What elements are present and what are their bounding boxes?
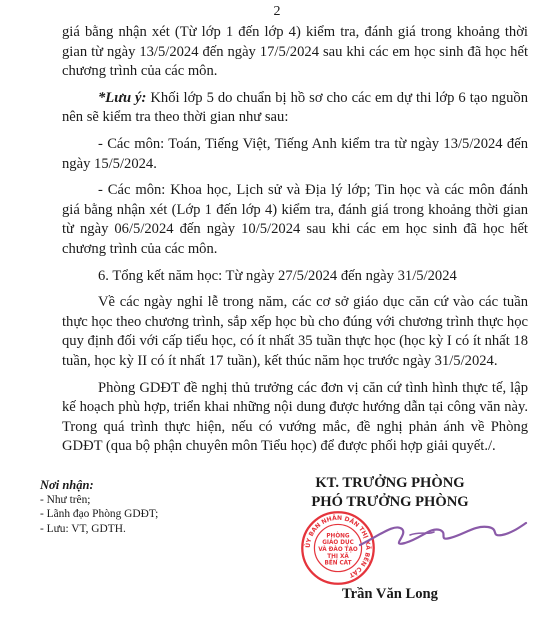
handwritten-signature xyxy=(350,505,530,561)
note-text: Khối lớp 5 do chuẩn bị hồ sơ cho các em dự thi lớp 6 tạo nguồn nên sẽ kiểm tra theo thời gian như sau: xyxy=(62,89,528,126)
recipient-item: - Lãnh đạo Phòng GDĐT; xyxy=(40,508,159,521)
note-label: *Lưu ý: xyxy=(98,89,147,106)
svg-text:VÀ ĐÀO TẠO: VÀ ĐÀO TẠO xyxy=(318,547,358,554)
svg-text:PHÒNG: PHÒNG xyxy=(326,533,350,540)
paragraph-note xyxy=(62,89,528,128)
svg-text:GIÁO DỤC: GIÁO DỤC xyxy=(322,540,354,547)
page-number: 2 xyxy=(273,4,281,19)
recipients-title: Nơi nhận: xyxy=(40,478,94,492)
signature-line-2: PHÓ TRƯỞNG PHÒNG xyxy=(311,494,469,510)
recipient-item: - Lưu: VT, GDTH. xyxy=(40,522,126,535)
svg-text:BẾN CÁT: BẾN CÁT xyxy=(324,560,352,567)
section-6-heading: 6. Tổng kết năm học: Từ ngày 27/5/2024 đến ngày 31/5/2024 xyxy=(98,267,457,284)
paragraph-closing: Phòng GDĐT đề nghị thủ trưởng các đơn vị căn cứ tình hình thực tế, lập kế hoạch phù hợp, triển khai những nội dung được hướng dẫn tại công văn này. Trong quá trình thực hiện, nếu có vướng mắc, đề nghị phản ánh về Phòng GDĐT (qua bộ phận chuyên môn Tiểu học) để được phối hợp giải quyết./. xyxy=(62,379,528,455)
paragraph-subjects-2: - Các môn: Khoa học, Lịch sử và Địa lý lớp; Tin học và các môn đánh giá bằng nhận xét (Lớp 1 đến lớp 4) kiểm tra, đánh giá trong khoảng thời gian từ ngày 06/5/2024 đến ngày 10/5/2024 sau khi các em học sinh đã học hết chương trình của các môn. xyxy=(62,182,528,257)
paragraph-subjects-1: - Các môn: Toán, Tiếng Việt, Tiếng Anh kiểm tra từ ngày 13/5/2024 đến ngày 15/5/2024. xyxy=(62,135,528,172)
paragraph-holidays: Về các ngày nghỉ lễ trong năm, các cơ sở giáo dục căn cứ vào các tuần thực học theo chương trình, sắp xếp học bù cho đúng với chương trình thực học quy định đối với cấp tiểu học, có ít nhất 35 tuần thực học (học kỳ I có ít nhất 18 tuần, học kỳ II có ít nhất 17 tuần), kết thúc năm học trước ngày 31/5/2024. xyxy=(62,294,528,369)
recipients-block xyxy=(40,478,158,536)
svg-text:ỦY BAN NHÂN DÂN THỊ XÃ BẾN CÁT: ỦY BAN NHÂN DÂN THỊ XÃ BẾN CÁT xyxy=(304,514,372,579)
document-body xyxy=(62,23,528,464)
paragraph-continuation: giá bằng nhận xét (Từ lớp 1 đến lớp 4) kiểm tra, đánh giá trong khoảng thời gian từ ngày 13/5/2024 đến ngày 17/5/2024 sau khi các em học sinh đã học hết chương trình của các môn. xyxy=(62,24,528,80)
signature-line-1: KT. TRƯỞNG PHÒNG xyxy=(315,475,465,491)
svg-text:THỊ XÃ: THỊ XÃ xyxy=(327,553,349,560)
recipient-item: - Như trên; xyxy=(40,494,91,507)
signer-name: Trần Văn Long xyxy=(342,586,438,602)
